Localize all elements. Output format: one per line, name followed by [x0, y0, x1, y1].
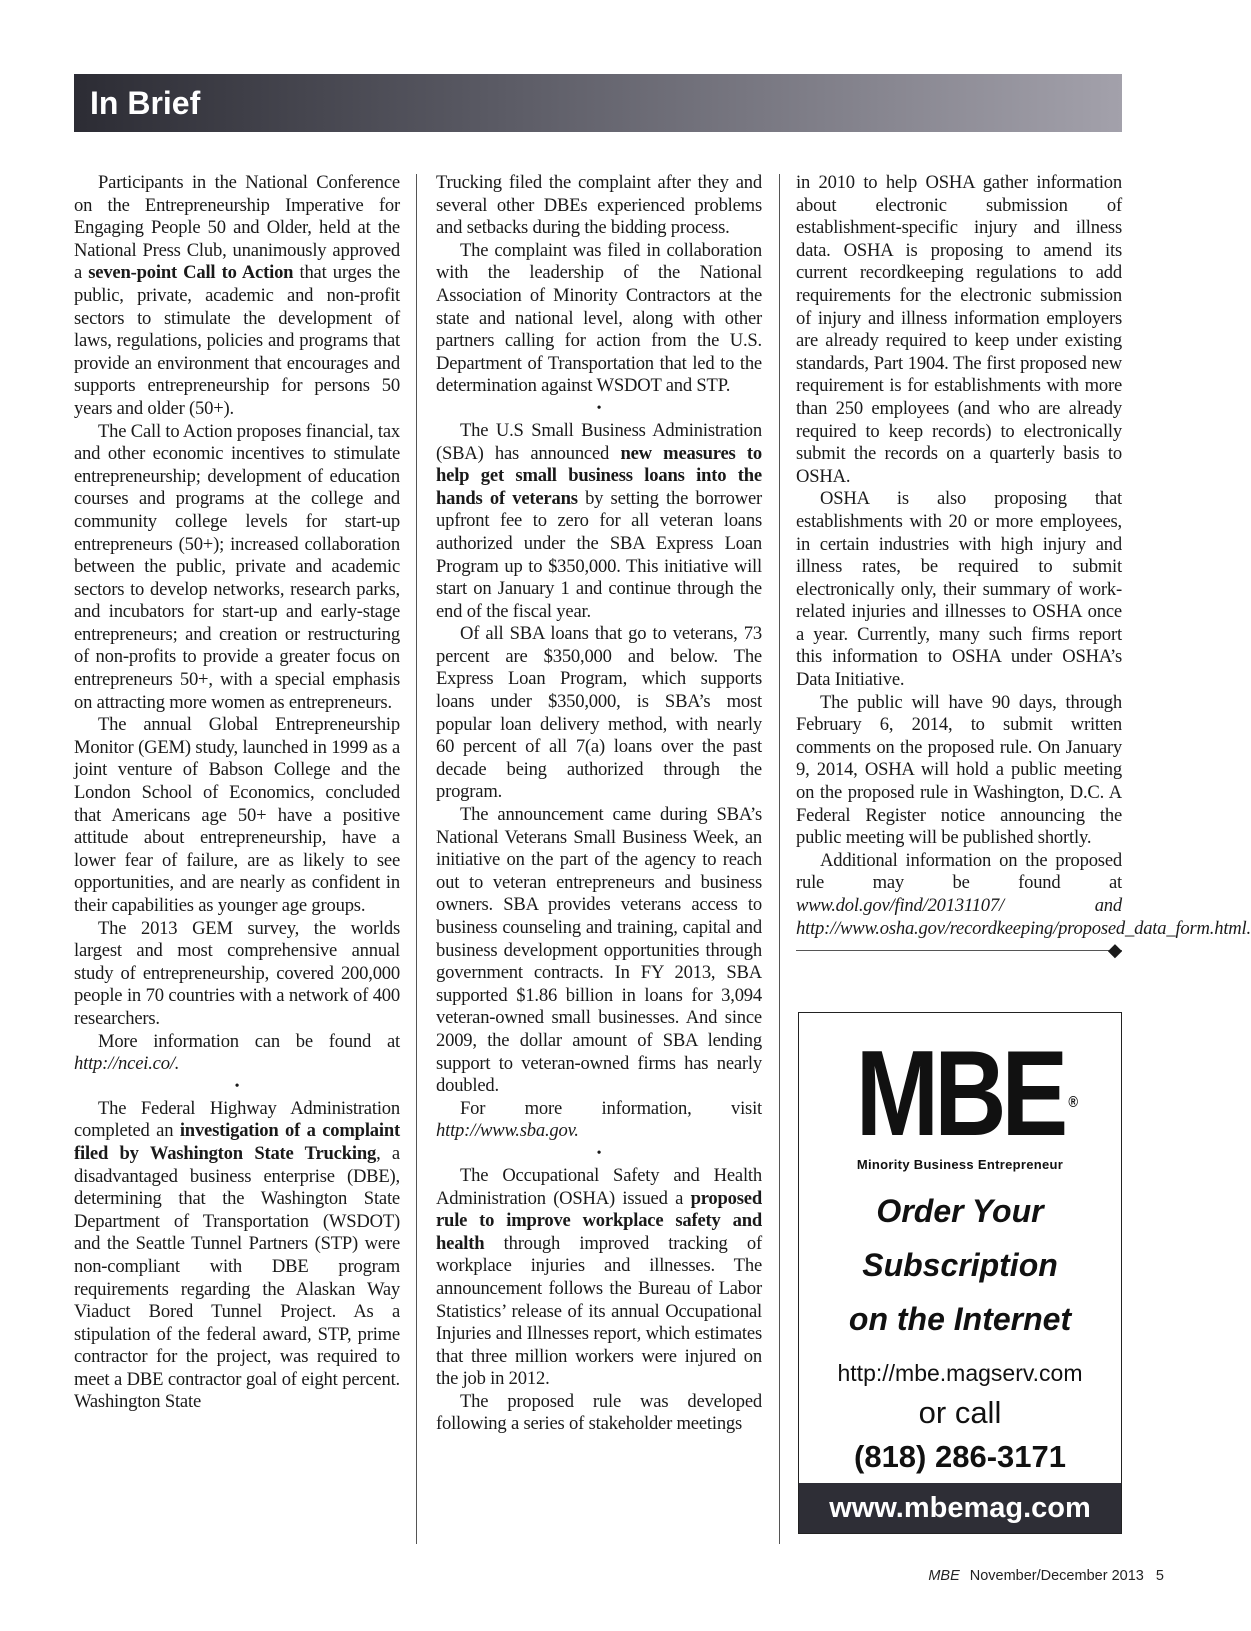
magazine-name: MBE [928, 1568, 960, 1584]
osha-link[interactable]: www.dol.gov/find/20131107/ and http://www.osha.gov/recordkeeping/proposed_data_form.html. [796, 895, 1251, 939]
logo-subtitle: Minority Business Entrepreneur [856, 1157, 1064, 1172]
article-column-3 [796, 172, 1251, 965]
paragraph: Of all SBA loans that go to veterans, 73 percent are $350,000 and below. The Express Loan Program, which supports loans under $350,000, is SBA’s most popular loan delivery method, with nearly 60 percent of all 7(a) loans over the past decade being authorized through the program. [436, 623, 762, 803]
paragraph: For more information, visit http://www.sba.gov. [436, 1097, 762, 1142]
paragraph: Additional information on the proposed rule may be found at www.dol.gov/find/20131107/ and http://www.osha.gov/recordkeeping/proposed_data_form.html. ◆ [796, 849, 1251, 962]
page-footer [904, 1568, 1164, 1584]
paragraph: The U.S Small Business Administration (SBA) has announced new measures to help get small business loans into the hands of veterans by setting the borrower upfront fee to zero for all veteran loans authorized under the SBA Express Loan Program up to $350,000. This initiative will start on January 1 and continue through the end of the fiscal year. [436, 419, 763, 622]
paragraph: The public will have 90 days, through February 6, 2014, to submit written comments on the proposed rule. On January 9, 2014, OSHA will hold a public meeting on the proposed rule in Washington, D.C. A Federal Register notice announcing the public meeting will be published shortly. [796, 691, 1122, 849]
paragraph: The announcement came during SBA’s National Veterans Small Business Week, an initiative on the part of the agency to reach out to veteran entrepreneurs and business owners. SBA provides veterans access to business counseling and training, capital and business development opportunities through government contracts. In FY 2013, SBA supported $1.86 billion in loans for 3,094 veteran-owned small businesses. And since 2009, the dollar amount of SBA lending support to veteran-owned firms has nearly doubled. [436, 804, 762, 1097]
subscription-url[interactable]: http://mbe.magserv.com [837, 1360, 1083, 1386]
ncei-link[interactable]: http://ncei.co/. [74, 1053, 180, 1075]
subscription-ad[interactable] [798, 1012, 1122, 1534]
ad-headline: Order Your Subscription on the Internet [848, 1193, 1072, 1337]
issue-date: November/December 2013 [969, 1568, 1144, 1584]
paragraph: The Federal Highway Administration completed an investigation of a complaint filed by Washington State Trucking, a disadvantaged business enterprise (DBE), determining that the Washington State Department of Transportation (WSDOT) and the Seattle Tunnel Partners (STP) were non-compliant with DBE program requirements regarding the Alaskan Way Viaduct Bored Tunnel Project. As a stipulation of the federal award, STP, prime contractor for the project, was required to meet a DBE contractor goal of eight percent. Washington State [74, 1097, 400, 1413]
paragraph: The 2013 GEM survey, the worlds largest and most comprehensive annual study of entrepreneurship, covered 200,000 people in 70 countries with a network of 400 researchers. [74, 917, 400, 1029]
paragraph: More information can be found at http://ncei.co/. [74, 1030, 400, 1075]
phone-number[interactable]: (818) 286-3171 [854, 1439, 1066, 1474]
section-banner [74, 74, 1122, 132]
paragraph: The annual Global Entrepreneurship Monitor (GEM) study, launched in 1999 as a joint venture of Babson College and the London School of Economics, concluded that Americans age 50+ have a positive attitude about entrepreneurship, have a lower fear of failure, are as likely to see opportunities, and are nearly as confident in their capabilities as younger age groups. [74, 714, 400, 916]
paragraph: The complaint was filed in collaboration with the leadership of the National Association of Minority Contractors at the state and national level, along with other partners calling for action from the U.S. Department of Transportation that led to the determination against WSDOT and STP. [436, 239, 762, 397]
mbe-logo: MBE ® [856, 1029, 1064, 1157]
article-column-2 [436, 172, 762, 1436]
item-separator: • [596, 1145, 602, 1161]
or-call-text: or call [918, 1395, 1002, 1430]
sba-link[interactable]: http://www.sba.gov. [436, 1120, 579, 1142]
paragraph: The Call to Action proposes financial, tax and other economic incentives to stimulate entrepreneurship; development of education courses and programs at the college and community college levels for start-up entrepreneurs (50+); increased collaboration between the public, private and academic sectors to develop networks, research parks, and incubators for start-up and early-stage entrepreneurs; and creation or restructuring of non-profits to provide a greater focus on entrepreneurs 50+, with a special emphasis on attracting more women as entrepreneurs. [74, 420, 400, 713]
paragraph: The proposed rule was developed following a series of stakeholder meetings [436, 1390, 762, 1435]
registered-mark: ® [1068, 1094, 1079, 1111]
column-divider [416, 174, 417, 1544]
end-of-article-icon: ◆ [1107, 940, 1122, 962]
paragraph: Trucking filed the complaint after they and several other DBEs experienced problems and setbacks during the bidding process. [436, 172, 762, 239]
article-column-1 [74, 172, 400, 1414]
paragraph: Participants in the National Conference on the Entrepreneurship Imperative for Engaging People 50 and Older, held at the National Press Club, unanimously approved a seven-point Call to Action that urges the public, private, academic and non-profit sectors to stimulate the development of laws, regulations, policies and programs that provide an environment that encourages and supports entrepreneurship for persons 50 years and older (50+). [74, 172, 400, 419]
website-link[interactable]: www.mbemag.com [799, 1483, 1121, 1533]
ad-separator [796, 950, 1122, 951]
section-title: In Brief [90, 85, 201, 121]
item-separator: • [234, 1078, 240, 1094]
paragraph: OSHA is also proposing that establishments with 20 or more employees, in certain industries with high injury and illness rates, be required to submit electronically only, their summary of work-related injuries and illnesses to OSHA once a year. Currently, many such firms report this information to OSHA under OSHA’s Data Initiative. [796, 488, 1122, 691]
page-number: 5 [1155, 1568, 1164, 1584]
column-divider [779, 174, 780, 1544]
paragraph: The Occupational Safety and Health Administration (OSHA) issued a proposed rule to improve workplace safety and health through improved tracking of workplace injuries and illnesses. The announcement follows the Bureau of Labor Statistics’ release of its annual Occupational Injuries and Illnesses report, which estimates that three million workers were injured on the job in 2012. [436, 1164, 762, 1390]
paragraph: in 2010 to help OSHA gather information about electronic submission of establishment-specific injury and illness data. OSHA is proposing to amend its current recordkeeping regulations to add requirements for the electronic submission of injury and illness information employers are already required to keep under existing standards, Part 1904. The first proposed new requirement is for establishments with more than 250 employees (and who are already required to keep records) to electronically submit the records on a quarterly basis to OSHA. [796, 172, 1122, 487]
item-separator: • [596, 400, 602, 416]
